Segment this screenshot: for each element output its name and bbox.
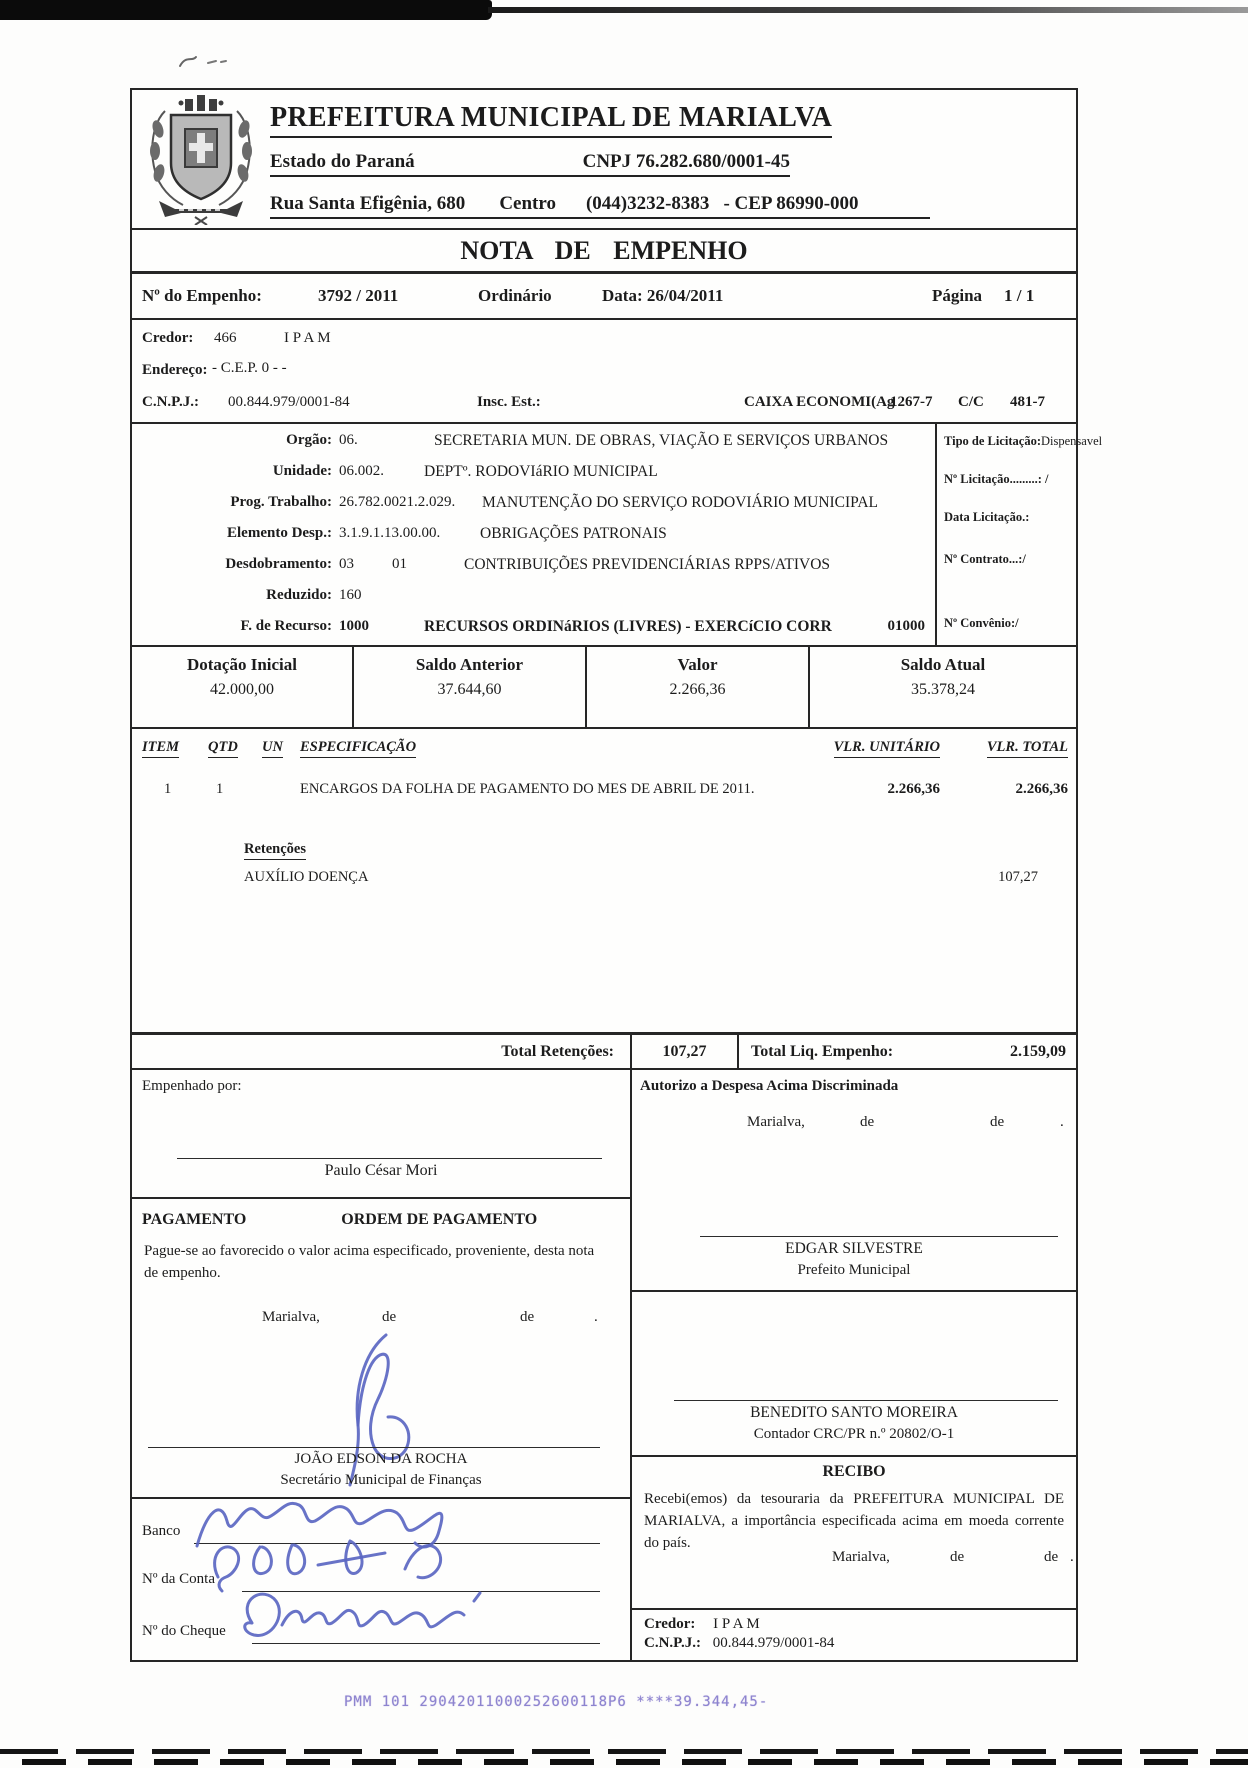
recibo-box: [632, 1457, 1076, 1660]
num-convenio-row: Nº Convênio:/: [944, 616, 1019, 630]
contador-box: [632, 1292, 1076, 1457]
autorizo-title: Autorizo a Despesa Acima Discriminada: [640, 1078, 899, 1094]
empenho-number: 3792 / 2011: [318, 286, 399, 305]
budget-row-desdobramento: [132, 556, 935, 582]
elemento-label: Elemento Desp.:: [227, 525, 332, 541]
document-header: [132, 90, 1076, 230]
pagamento-box: [132, 1199, 630, 1499]
empenho-date: Data: 26/04/2011: [602, 286, 724, 305]
coat-of-arms-logo: [132, 90, 270, 228]
saldo-atual-value: 35.378,24: [911, 681, 975, 698]
nota-de-empenho-document: [130, 88, 1103, 1662]
insc-est-label: Insc. Est.:: [477, 394, 541, 410]
period: .: [1060, 1114, 1064, 1130]
creditor-section: [132, 320, 1076, 424]
municipality-title: PREFEITURA MUNICIPAL DE MARIALVA: [270, 102, 832, 138]
fonte-recurso-extra: 01000: [887, 618, 925, 634]
cheque-label: Nº do Cheque: [142, 1623, 226, 1639]
empenhado-signature-line: [177, 1158, 602, 1159]
reduzido-code: 160: [339, 587, 362, 603]
fonte-recurso-label: F. de Recurso:: [240, 618, 332, 634]
unidade-label: Unidade:: [272, 463, 332, 479]
dotacao-inicial-value: 42.000,00: [210, 681, 274, 698]
prefeito-signature-line: [700, 1236, 1058, 1237]
creditor-cnpj: 00.844.979/0001-84: [228, 394, 350, 410]
unidade-code: 06.002.: [339, 463, 384, 479]
empenho-number-label: Nº do Empenho:: [142, 286, 262, 305]
retencoes-title: Retenções: [244, 841, 306, 860]
creditor-cnpj-label: C.N.P.J.:: [142, 394, 199, 410]
fonte-recurso-code: 1000: [339, 618, 369, 634]
total-liq-value: 2.159,09: [1010, 1042, 1066, 1060]
state-cnpj-line: [270, 151, 790, 177]
address-label: Endereço:: [142, 362, 208, 378]
scan-artifact-line: [488, 7, 1248, 13]
budget-section: [132, 424, 1103, 647]
de-label: de: [382, 1308, 397, 1325]
ordem-pagamento-title: ORDEM DE PAGAMENTO: [341, 1211, 538, 1228]
conta-label: Nº da Conta: [142, 1571, 215, 1587]
autorizo-dateline: [632, 1114, 1076, 1136]
prefeito-role: Prefeito Municipal: [797, 1262, 911, 1278]
cep: - CEP 86990-000: [723, 193, 859, 214]
licitacao-panel: [935, 424, 1103, 645]
empenho-number-row: [132, 274, 1076, 320]
cheque-handwriting: [212, 1583, 512, 1663]
desdobramento-code2: 01: [392, 556, 407, 572]
recibo-credor-name: I P A M: [713, 1616, 760, 1632]
prog-trabalho-code: 26.782.0021.2.029.: [339, 494, 456, 510]
num-contrato-row: Nº Contrato...:/: [944, 552, 1026, 566]
orgao-desc: SECRETARIA MUN. DE OBRAS, VIAÇÃO E SERVIÇOS URBANOS: [434, 432, 889, 449]
pagamento-title: PAGAMENTO: [142, 1211, 247, 1228]
col-header-vlr-unitario: VLR. UNITÁRIO: [834, 739, 940, 758]
cc-number: 481-7: [1010, 394, 1045, 410]
col-header-vlr-total: VLR. TOTAL: [987, 739, 1068, 758]
de-label: de: [860, 1114, 875, 1130]
scan-artifact-bar: [0, 0, 492, 20]
budget-row-unidade: [132, 463, 935, 489]
col-header-un: UN: [262, 739, 283, 758]
retencao-value: 107,27: [998, 869, 1038, 885]
desdobramento-desc: CONTRIBUIÇÕES PREVIDENCIÁRIAS RPPS/ATIVOS: [464, 556, 831, 573]
state-label: Estado do Paraná: [270, 151, 415, 172]
orgao-label: Orgão:: [286, 432, 332, 448]
recibo-credor-row: [644, 1616, 1076, 1633]
budget-row-fonte-recurso: [132, 618, 935, 644]
phone: (044)3232-8383: [585, 193, 710, 214]
item-description: ENCARGOS DA FOLHA DE PAGAMENTO DO MES DE ABRIL DE 2011.: [300, 781, 755, 797]
budget-classification: [132, 424, 935, 645]
desdobramento-label: Desdobramento:: [225, 556, 332, 572]
totals-row: [132, 1032, 1076, 1070]
desdobramento-code: 03: [339, 556, 354, 572]
saldo-anterior-value: 37.644,60: [437, 681, 502, 698]
de-label: de: [520, 1308, 535, 1325]
saldo-anterior-cell: [354, 647, 587, 727]
data-licitacao-row: Data Licitação.:: [944, 510, 1030, 524]
budget-row-prog-trabalho: [132, 494, 935, 520]
valor-cell: [587, 647, 810, 727]
num-licitacao-row: Nº Licitação.........: /: [944, 472, 1049, 486]
pagamento-signature-line: [148, 1447, 600, 1448]
empenhado-box: [132, 1070, 630, 1199]
signatures-section: [132, 1070, 1076, 1660]
city-label: Marialva,: [832, 1549, 890, 1565]
contador-name: BENEDITO SANTO MOREIRA: [750, 1404, 958, 1421]
address-line: [270, 193, 930, 219]
budget-row-elemento: [132, 525, 935, 551]
recibo-cnpj-row: [644, 1635, 1076, 1652]
pagamento-signer-name: JOÃO EDSON DA ROCHA: [294, 1451, 468, 1467]
page-number: 1 / 1: [1004, 286, 1035, 305]
dotacao-inicial-cell: [132, 647, 354, 727]
de-label: de: [1044, 1549, 1059, 1565]
contador-signature-line: [674, 1400, 1058, 1401]
de-label: de: [990, 1114, 1005, 1130]
city-label: Marialva,: [747, 1114, 805, 1130]
city-label: Marialva,: [262, 1308, 320, 1325]
empenhado-label: Empenhado por:: [142, 1078, 242, 1094]
scan-artifact-dashes: [0, 1749, 1248, 1754]
total-retencoes-label: Total Retenções:: [132, 1035, 632, 1068]
budget-row-orgao: [132, 432, 935, 458]
contador-role: Contador CRC/PR n.º 20802/O-1: [753, 1426, 955, 1442]
prog-trabalho-label: Prog. Trabalho:: [230, 494, 332, 510]
budget-row-reduzido: [132, 587, 935, 613]
street: Rua Santa Efigênia, 680: [270, 193, 466, 214]
items-section: [132, 729, 1076, 1032]
left-signature-column: [132, 1070, 632, 1660]
tipo-licitacao-value: Dispensavel: [1041, 434, 1103, 448]
pen-mark: [176, 50, 230, 72]
bank-details-box: [132, 1499, 630, 1660]
elemento-code: 3.1.9.1.13.00.00.: [339, 525, 441, 541]
tipo-licitacao-row: [944, 434, 1102, 449]
recibo-cnpj-value: 00.844.979/0001-84: [712, 1635, 835, 1651]
creditor-address: - C.E.P. 0 - -: [212, 360, 287, 376]
pagamento-signer-role: Secretário Municipal de Finanças: [280, 1472, 482, 1488]
district: Centro: [499, 193, 556, 214]
recibo-dateline: [632, 1549, 1076, 1571]
dot-matrix-footer-code: PMM 101 29042011000252600118P6 ****39.344,45-: [344, 1694, 769, 1710]
valor-value: 2.266,36: [669, 681, 726, 698]
col-header-qtd: QTD: [208, 739, 238, 758]
creditor-code: 466: [214, 330, 237, 346]
bank-name: CAIXA ECONOMI(Ag: [744, 394, 895, 410]
tipo-licitacao-label: Tipo de Licitação:: [944, 434, 1041, 448]
page-label: Página: [932, 286, 983, 305]
retencao-name: AUXÍLIO DOENÇA: [244, 869, 369, 885]
scan-artifact-dashes: [22, 1759, 1248, 1765]
total-retencoes-value: 107,27: [632, 1035, 739, 1068]
recibo-title: RECIBO: [822, 1463, 886, 1480]
empenhado-signer-name: Paulo César Mori: [324, 1162, 438, 1179]
recibo-body-text: Recebi(emos) da tesouraria da PREFEITURA MUNICIPAL DE MARIALVA, a importância especificada acima em moeda corrente do país.: [644, 1491, 1064, 1551]
col-header-item: ITEM: [142, 739, 179, 758]
right-signature-column: [632, 1070, 1076, 1660]
period: .: [594, 1308, 598, 1325]
prog-trabalho-desc: MANUTENÇÃO DO SERVIÇO RODOVIÁRIO MUNICIPAL: [482, 494, 879, 511]
recibo-credor-label: Credor:: [644, 1616, 696, 1632]
saldo-atual-cell: [810, 647, 1076, 727]
reduzido-label: Reduzido:: [266, 587, 332, 603]
creditor-name: I P A M: [284, 330, 331, 346]
creditor-label: Credor:: [142, 330, 194, 346]
cnpj-label: CNPJ 76.282.680/0001-45: [582, 151, 790, 172]
bank-agency: 1267-7: [890, 394, 933, 410]
empenho-kind: Ordinário: [478, 286, 552, 305]
recibo-cnpj-label: C.N.P.J.:: [644, 1635, 701, 1651]
col-header-especificacao: ESPECIFICAÇÃO: [300, 739, 416, 758]
item-total-value: 2.266,36: [1015, 781, 1068, 797]
document-title: NOTA DE EMPENHO: [132, 230, 1076, 274]
fonte-recurso-desc: RECURSOS ORDINáRIOS (LIVRES) - EXERCíCIO CORR: [424, 618, 832, 635]
item-number: 1: [164, 781, 172, 797]
de-label: de: [950, 1549, 965, 1565]
saldo-atual-label: Saldo Atual: [900, 655, 986, 674]
recibo-credor-block: [632, 1608, 1076, 1660]
balance-summary-table: [132, 647, 1076, 729]
unidade-desc: DEPTº. RODOVIáRIO MUNICIPAL: [424, 463, 658, 480]
orgao-code: 06.: [339, 432, 358, 448]
item-unit-value: 2.266,36: [887, 781, 940, 797]
coat-of-arms-icon: [145, 93, 257, 225]
dotacao-inicial-label: Dotação Inicial: [186, 655, 298, 674]
pagamento-body-text: Pague-se ao favorecido o valor acima especificado, proveniente, desta nota de empenho.: [144, 1243, 595, 1281]
header-text: [270, 90, 1076, 228]
banco-label: Banco: [142, 1523, 181, 1539]
item-qty: 1: [216, 781, 224, 797]
total-liq-label: Total Liq. Empenho:: [751, 1042, 894, 1060]
prefeito-name: EDGAR SILVESTRE: [785, 1240, 923, 1257]
saldo-anterior-label: Saldo Anterior: [415, 655, 524, 674]
elemento-desc: OBRIGAÇÕES PATRONAIS: [480, 525, 667, 542]
autorizo-box: [632, 1070, 1076, 1292]
period: .: [1070, 1549, 1074, 1565]
valor-label: Valor: [677, 655, 718, 674]
cc-label: C/C: [958, 394, 984, 410]
pagamento-header: [132, 1199, 630, 1229]
